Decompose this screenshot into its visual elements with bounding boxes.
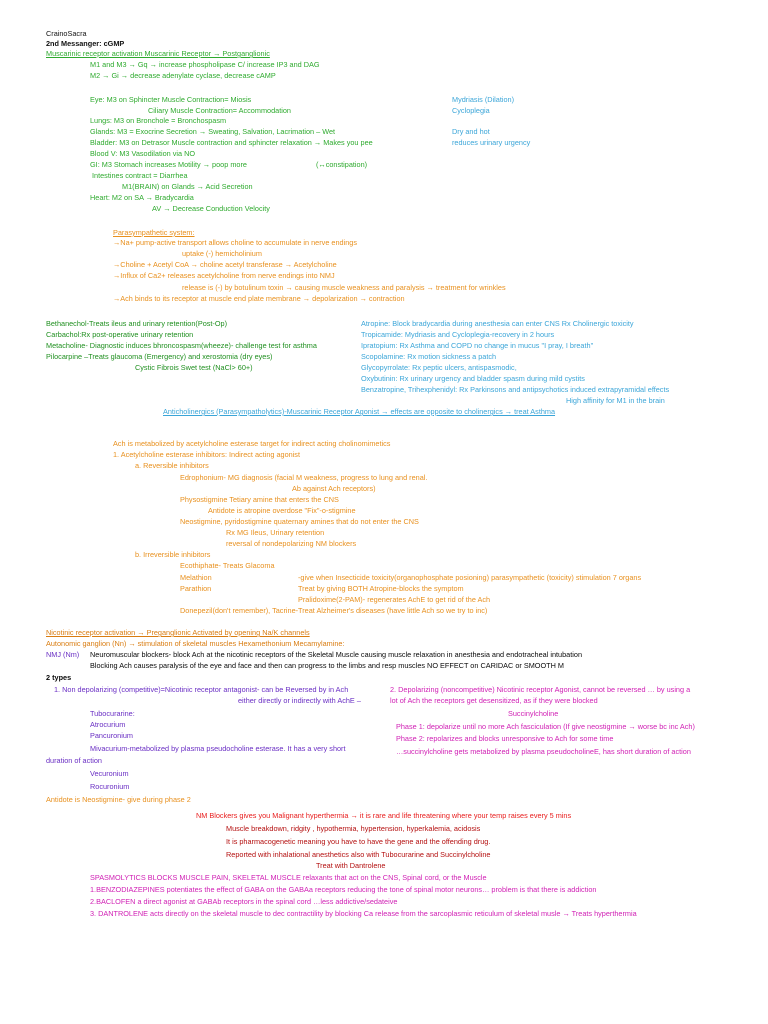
effect-glands: Glands: M3 = Exocrine Secretion → Sweating, Salvation, Lacrimation – Wet [90, 127, 336, 136]
esterase-ecothiphate: Ecothiphate- Treats Glacoma [180, 561, 275, 570]
dep-phase-1: Phase 1: depolarize until no more Ach fasciculation (If give neostigmine → worse bc inc Ach) [396, 722, 695, 731]
effect-ciliary: Ciliary Muscle Contraction= Accommodation [148, 106, 291, 115]
esterase-rx-mg: Rx MG Ileus, Urinary retention [226, 528, 325, 537]
esterase-parathion: Parathion [180, 584, 212, 593]
hyperthermia-2: Muscle breakdown, ridgity , hypothermia, hypertension, hyperkalemia, acidosis [226, 824, 481, 833]
anticholinergic-oxybutinin: Oxybutinin: Rx urinary urgency and bladder spasm during mild cystits [361, 374, 585, 383]
esterase-pralidoxime: Pralidoxime(2-PAM)- regenerates AchE to get rid of the Ach [298, 595, 491, 604]
effect-lungs: Lungs: M3 on Bronchole = Bronchospasm [90, 116, 227, 125]
spasmolytics-dantrolene: 3. DANTROLENE acts directly on the skeletal muscle to dec contractility by blocking Ca release from the sarcoplasmic reticulum of skeletal musle → Treats hyperthermia [90, 909, 637, 918]
cholinergic-pilocarpine: Pilocarpine –Treats glaucoma (Emergency) and xerostomia (dry eyes) [46, 352, 273, 361]
cholinergic-cf: Cystic Fibrois Swet test (NaCl> 60+) [135, 363, 253, 372]
types-label: 2 types [46, 673, 72, 682]
esterase-melathion: Melathion [180, 573, 212, 582]
spasmolytics-benzo: 1.BENZODIAZEPINES potentiates the effect of GABA on the GABAa receptors reducing the tone of spinal motor neurons… problem is that there is addiction [90, 885, 597, 894]
esterase-neostigmine: Neostigmine, pyridostigmine quaternary amines that do not enter the CNS [180, 517, 419, 526]
dep-line-1: 2. Depolarizing (noncompetitive) Nicotinic receptor Agonist, cannot be reversed … by using a [390, 685, 691, 694]
dep-line-2: lot of Ach the receptors get desensitized, as if they were blocked [390, 696, 598, 705]
anticholinergic-scopolamine: Scopolamine: Rx motion sickness a patch [361, 352, 497, 361]
m1m3-line: M1 and M3 → Gq → increase phospholipase C/ increase IP3 and DAG [90, 60, 320, 69]
effect-blood: Blood V: M3 Vasodilation via NO [90, 149, 196, 158]
esterase-antidote: Antidote is atropine overdose "Fix"-o-stigmine [208, 506, 356, 515]
esterase-edrophonium: Edrophonium- MG diagnosis (facial M weakness, progress to lung and renal. [180, 473, 428, 482]
esterase-reversal: reversal of nondepolarizing NM blockers [226, 539, 357, 548]
anticholinergic-atropine: Atropine: Block bradycardia during anesthesia can enter CNS Rx Cholinergic toxicity [361, 319, 634, 328]
opposite-mydriasis: Mydriasis (Dilation) [452, 95, 515, 104]
m2-line: M2 → Gi → decrease adenylate cyclase, decrease cAMP [90, 71, 276, 80]
effect-av: AV → Decrease Conduction Velocity [152, 204, 270, 213]
para-line-5: release is (-) by botulinum toxin → causing muscle weakness and paralysis → treatment for wrinkles [182, 283, 506, 292]
hyperthermia-3: It is pharmacogenetic meaning you have to have the gene and the offending drug. [226, 837, 491, 846]
nicotinic-header: Nicotinic receptor activation → Preganglionic Activated by opening Na/K channels [46, 628, 310, 637]
nondep-vecuronium: Vecuronium [90, 769, 129, 778]
para-line-4: →Influx of Ca2+ releases acetylcholine from nerve endings into NMJ [113, 271, 335, 280]
cholinergic-bethanechol: Bethanechol-Treats ileus and urinary retention(Post-Op) [46, 319, 228, 328]
nondep-line-1: 1. Non depolarizing (competitive)=Nicotinic receptor antagonist- can be Reversed by in Ach [54, 685, 349, 694]
para-line-2: uptake (-) hemicholinium [182, 249, 262, 258]
anticholinergic-glycopyrrolate: Glycopyrrolate: Rx peptic ulcers, antispasmodic, [361, 363, 517, 372]
spasmolytics-baclofen: 2.BACLOFEN a direct agonist at GABAb receptors in the spinal cord …less addictive/sedateive [90, 897, 398, 906]
nondep-atrocurium: Atrocurium [90, 720, 126, 729]
hyperthermia-5: Treat with Dantrolene [316, 861, 386, 870]
messenger-heading: 2nd Messanger: cGMP [46, 39, 125, 48]
dep-phase-2: Phase 2: repolarizes and blocks unresponsive to Ach for some time [396, 734, 614, 743]
nondep-rocuronium: Rocuronium [90, 782, 130, 791]
nmj-line-2: Blocking Ach causes paralysis of the eye and face and then can progress to the limbs and resp muscles NO EFFECT on CARIDAC or SMOOTH M [90, 661, 564, 670]
nondep-pancuronium: Pancuronium [90, 731, 133, 740]
effect-brain: M1(BRAIN) on Glands → Acid Secretion [122, 182, 253, 191]
esterase-donepezil: Donepezil(don't remember), Tacrine-Treat Alzheimer's diseases (have little Ach so we try to inc) [180, 606, 488, 615]
effect-bladder: Bladder: M3 on Detrasor Muscle contraction and sphincter relaxation → Makes you pee [90, 138, 373, 147]
effect-eye: Eye: M3 on Sphincter Muscle Contraction= Miosis [90, 95, 252, 104]
opposite-cycloplegia: Cycloplegia [452, 106, 490, 115]
dep-succ-2: …succinylcholine gets metabolized by plasma pseudocholineE, has short duration of action [396, 747, 691, 756]
anticholinergic-tropicamide: Tropicamide: Mydriasis and Cycloplegia-recovery in 2 hours [361, 330, 555, 339]
effect-gi: GI: M3 Stomach increases Motility → poop more [90, 160, 247, 169]
para-line-1: →Na+ pump-active transport allows choline to accumulate in nerve endings [113, 238, 357, 247]
nmj-line-1: Neuromuscular blockers- block Ach at the nicotinic receptors of the Skeletal Muscle causing muscle relaxation in anesthesia and endotracheal intubation [90, 650, 582, 659]
esterase-insecticide: -give when Insecticide toxicity(organophosphate posioning) parasympathetic (toxicity) stimulation 7 organs [298, 573, 642, 582]
nondep-mivacurium: Mivacurium-metabolized by plasma pseudocholine esterase. It has a very short [90, 744, 346, 753]
nicotinic-ganglion: Autonomic ganglion (Nn) → stimulation of skeletal muscles Hexamethonium Mecamylamine: [46, 639, 345, 648]
parasympathetic-title: Parasympathetic system: [113, 228, 195, 237]
esterase-physostigmine: Physostigmine Tetiary amine that enters the CNS [180, 495, 339, 504]
nondep-mivacurium-2: duration of action [46, 756, 102, 765]
anticholinergic-ipratopium: Ipratopium: Rx Asthma and COPD no change in mucus "I pray, I breath" [361, 341, 594, 350]
anticholinergic-benzatropine: Benzatropine, Trihexphenidyl: Rx Parkinsons and antipsychotics induced extrapyramidal effects [361, 385, 670, 394]
esterase-intro: Ach is metabolized by acetylcholine esterase target for indirect acting cholinomimetics [113, 439, 391, 448]
effect-intestines: Intestines contract = Diarrhea [92, 171, 188, 180]
hyperthermia-4: Reported with inhalational anesthetics also with Tubocurarine and Succinylcholine [226, 850, 491, 859]
antidote-line: Antidote is Neostigmine- give during phase 2 [46, 795, 191, 804]
para-line-6: →Ach binds to its receptor at muscle end plate membrane → depolarization → contraction [113, 294, 405, 303]
author-label: CrainoSacra [46, 29, 87, 38]
nmj-label: NMJ (Nm) [46, 650, 80, 659]
hyperthermia-1: NM Blockers gives you Malignant hyperthermia → it is rare and life threatening where your temp raises every 5 mins [196, 811, 572, 820]
opposite-urinary: reduces urinary urgency [452, 138, 531, 147]
dep-succinylcholine: Succinylcholine [508, 709, 559, 718]
anticholinergic-title: Anticholinergics (Parasympatholytics)-Muscarinic Receptor Agonist → effects are opposite to cholinergics → treat Asthma [163, 407, 556, 416]
esterase-ab: Ab against Ach receptors) [292, 484, 376, 493]
spasmolytics-title: SPASMOLYTICS BLOCKS MUSCLE PAIN, SKELETAL MUSCLE relaxants that act on the CNS, Spinal cord, or the Muscle [90, 873, 487, 882]
cholinergic-carbachol: Carbachol:Rx post-operative urinary retention [46, 330, 194, 339]
nondep-line-2: either directly or indirectly with AchE – [238, 696, 361, 705]
para-line-3: →Choline + Acetyl CoA → choline acetyl transferase → Acetylcholine [113, 260, 337, 269]
cholinergic-metacholine: Metacholine- Diagnostic induces bhroncospasm(wheeze)- challenge test for asthma [46, 341, 317, 350]
opposite-dry: Dry and hot [452, 127, 490, 136]
muscarinic-header: Muscarinic receptor activation Muscarinic Receptor → Postganglionic [46, 49, 270, 58]
esterase-item1: 1. Acetylcholine esterase inhibitors: Indirect acting agonist [113, 450, 300, 459]
esterase-reversible: a. Reversible inhibitors [135, 461, 209, 470]
effect-gi-opposite: (↔constipation) [316, 160, 368, 169]
anticholinergic-affinity: High affinity for M1 in the brain [566, 396, 665, 405]
nondep-tubocurarine: Tubocurarine: [90, 709, 135, 718]
esterase-treat: Treat by giving BOTH Atropine-blocks the symptom [298, 584, 464, 593]
effect-heart: Heart: M2 on SA → Bradycardia [90, 193, 194, 202]
esterase-irreversible: b. Irreversible inhibitors [135, 550, 211, 559]
